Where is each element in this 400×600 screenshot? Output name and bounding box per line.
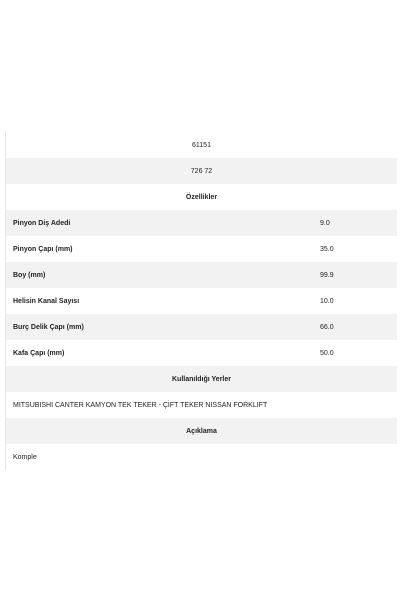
spec-row	[6, 262, 397, 288]
code-value: 726 72	[190, 167, 213, 175]
code-value: 61151	[192, 141, 211, 149]
spec-row	[6, 236, 397, 262]
spec-row	[6, 288, 397, 314]
spec-label: Kafa Çapı (mm)	[13, 349, 65, 357]
description-text: Komple	[13, 453, 37, 461]
spec-row	[6, 210, 397, 236]
section-title: Özellikler	[185, 193, 218, 201]
description-header	[6, 418, 397, 444]
code-row	[6, 132, 397, 158]
spec-value: 9.0	[320, 219, 330, 227]
description-row	[6, 444, 397, 470]
spec-value: 35.0	[320, 245, 334, 253]
spec-row	[6, 314, 397, 340]
usage-row	[6, 392, 397, 418]
usage-header	[6, 366, 397, 392]
spec-label: Pinyon Çapı (mm)	[13, 245, 73, 253]
usage-text: MITSUBISHI CANTER KAMYON TEK TEKER - ÇİFT TEKER NISSAN FORKLIFT	[13, 401, 268, 409]
spec-label: Burç Delik Çapı (mm)	[13, 323, 84, 331]
spec-value: 50.0	[320, 349, 334, 357]
section-title: Kullanıldığı Yerler	[171, 375, 231, 383]
spec-label: Helisin Kanal Sayısı	[13, 297, 80, 305]
spec-row	[6, 340, 397, 366]
section-title: Açıklama	[186, 427, 217, 435]
spec-value: 66.0	[320, 323, 334, 331]
product-spec-table	[5, 132, 397, 470]
properties-header	[6, 184, 397, 210]
spec-value: 99.9	[320, 271, 334, 279]
spec-label: Boy (mm)	[13, 271, 46, 279]
spec-value: 10.0	[320, 297, 334, 305]
code-row	[6, 158, 397, 184]
spec-label: Pinyon Diş Adedi	[13, 219, 71, 227]
